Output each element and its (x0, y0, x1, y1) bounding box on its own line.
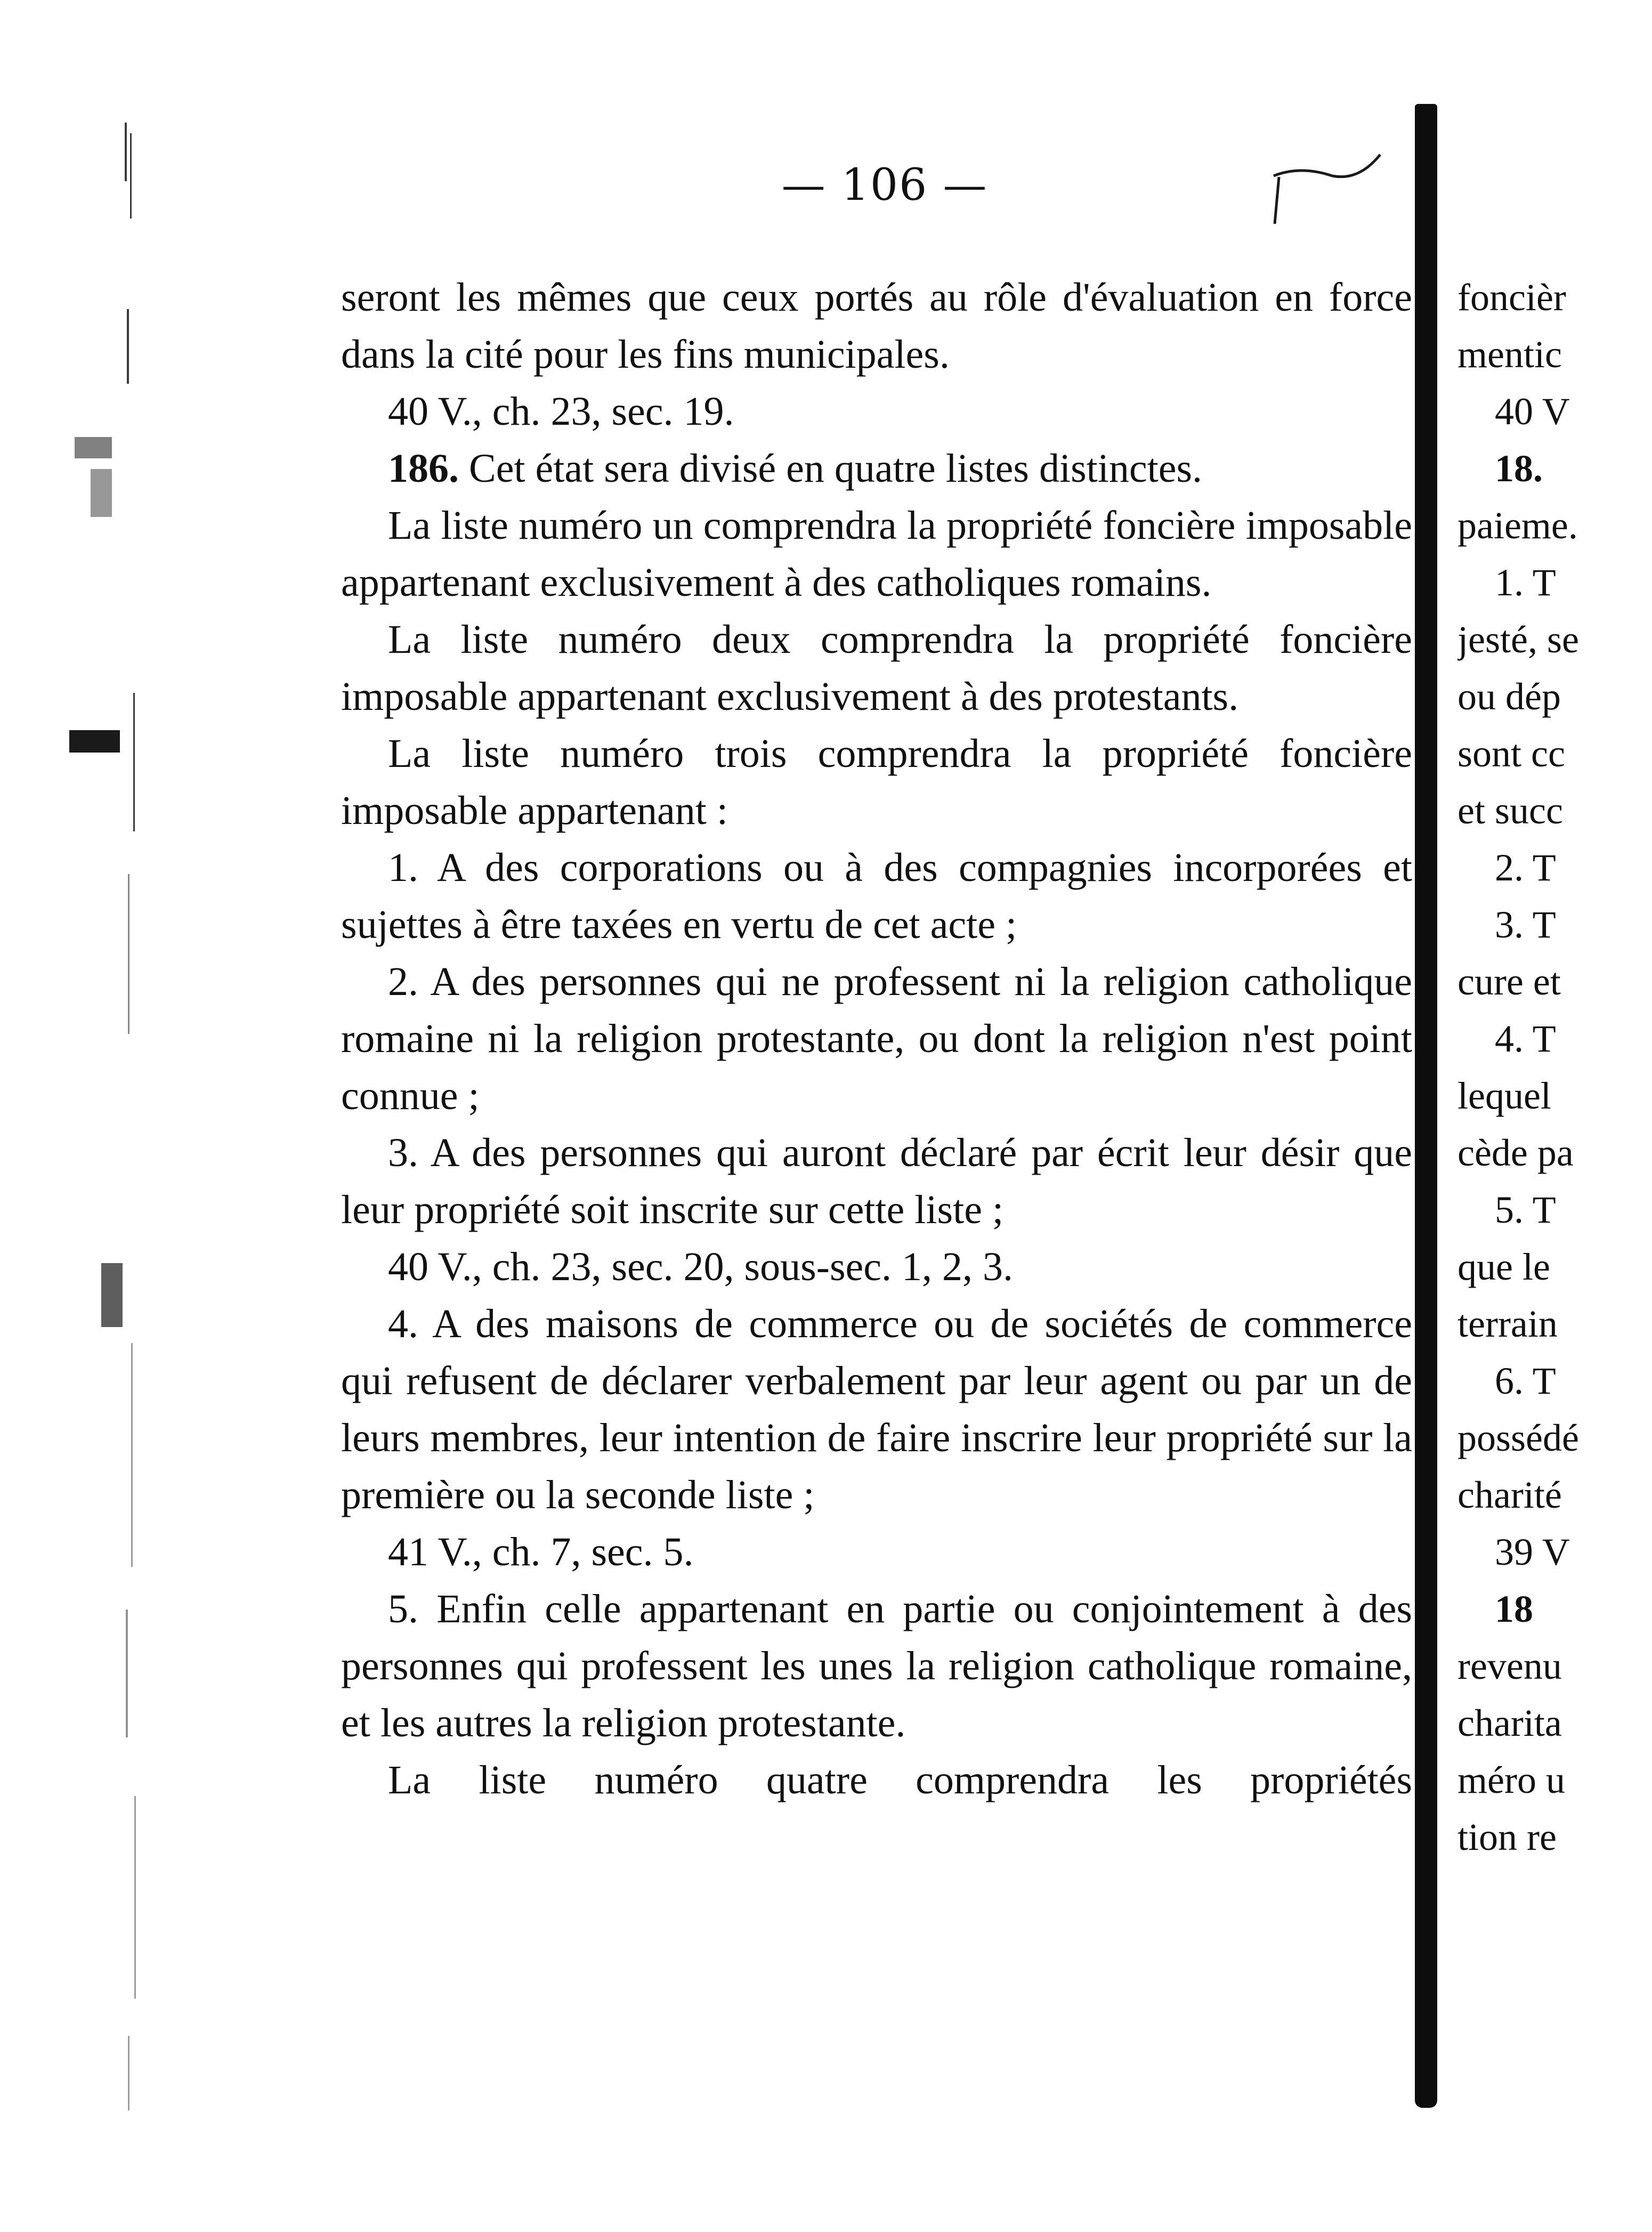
scan-mark (125, 123, 127, 181)
article-186 (341, 440, 1412, 497)
fragment-line: paieme. (1457, 504, 1578, 547)
fragment-line: lequel (1457, 1074, 1551, 1117)
article-text: Cet état sera divisé en quatre listes distinctes. (459, 446, 1203, 491)
fragment-line: ou dép (1457, 675, 1561, 718)
binding-rule (1415, 104, 1437, 2108)
scan-mark (130, 133, 132, 219)
fragment-line: mentic (1457, 333, 1562, 376)
scan-mark (126, 1610, 128, 1737)
fragment-line: et succ (1457, 789, 1563, 832)
paragraph: La liste numéro deux comprendra la propriété foncière imposable appartenant exclusivement à des protestants. (341, 617, 1412, 719)
citation: 41 V., ch. 7, sec. 5. (388, 1530, 694, 1574)
article-number: 186. (388, 446, 459, 491)
fragment-line: foncièr (1457, 276, 1566, 319)
fragment-line: revenu (1457, 1645, 1562, 1687)
scan-mark (133, 693, 135, 831)
fragment-line: 18. (1495, 447, 1543, 490)
fragment-line: charité (1457, 1474, 1562, 1516)
fragment-line: possédé (1457, 1417, 1579, 1459)
fragment-line: charita (1457, 1702, 1562, 1744)
list-item: 2. A des personnes qui ne professent ni la religion catholique romaine ni la religion protestante, ou dont la religion n'est point connue ; (341, 959, 1412, 1118)
fragment-line: 3. T (1495, 903, 1556, 946)
citation: 40 V., ch. 23, sec. 20, sous-sec. 1, 2, 3. (388, 1244, 1013, 1289)
fragment-line: 4. T (1495, 1017, 1556, 1060)
citation: 40 V., ch. 23, sec. 19. (388, 389, 734, 434)
main-text-column (341, 269, 1412, 1809)
scan-mark (101, 1263, 123, 1327)
scan-mark (134, 1796, 136, 1999)
fragment-line: cède pa (1457, 1131, 1574, 1174)
paragraph: La liste numéro quatre comprendra les propriétés (388, 1758, 1412, 1802)
fragment-line: terrain (1457, 1303, 1558, 1345)
scan-mark (128, 874, 129, 1034)
fragment-line: cure et (1457, 960, 1561, 1003)
fragment-line: 1. T (1495, 561, 1556, 604)
paragraph: La liste numéro un comprendra la propriété foncière imposable appartenant exclusivement à des catholiques romains. (341, 503, 1412, 605)
fragment-line: 40 V (1495, 390, 1570, 433)
page-number: — 106 — (781, 160, 988, 211)
fragment-line: 2. T (1495, 846, 1556, 889)
fragment-line: 5. T (1495, 1188, 1556, 1231)
pencil-mark-icon (1268, 144, 1396, 234)
list-item: 4. A des maisons de commerce ou de sociétés de commerce qui refusent de déclarer verbalement par leur agent ou par un de leurs membres, leur intention de faire inscrire leur propriété sur la première ou la seconde liste ; (341, 1301, 1412, 1517)
scan-mark (69, 730, 120, 753)
scan-edge-noise (123, 117, 176, 2121)
list-item: 1. A des corporations ou à des compagnies incorporées et sujettes à être taxées en vertu de cet acte ; (341, 845, 1412, 947)
list-item: 5. Enfin celle appartenant en partie ou conjointement à des personnes qui professent les unes la religion catholique romaine, et les autres la religion protestante. (341, 1587, 1412, 1745)
scan-mark (131, 1343, 133, 1567)
fragment-line: 6. T (1495, 1360, 1556, 1402)
paragraph: seront les mêmes que ceux portés au rôle d'évaluation en force dans la cité pour les fins municipales. (341, 275, 1412, 377)
right-page-fragment (1457, 269, 1652, 1866)
paragraph: La liste numéro trois comprendra la propriété foncière imposable appartenant : (341, 731, 1412, 833)
scan-mark (91, 469, 112, 517)
fragment-line: 18 (1495, 1588, 1533, 1630)
fragment-line: méro u (1457, 1759, 1565, 1801)
scan-mark (128, 2036, 129, 2110)
list-item: 3. A des personnes qui auront déclaré par écrit leur désir que leur propriété soit inscrite sur cette liste ; (341, 1130, 1412, 1232)
fragment-line: jesté, se (1457, 618, 1579, 661)
scan-mark (127, 309, 129, 384)
fragment-line: 39 V (1495, 1531, 1570, 1573)
fragment-line: tion re (1457, 1816, 1557, 1858)
fragment-line: sont cc (1457, 732, 1565, 775)
fragment-line: que le (1457, 1246, 1550, 1288)
scan-mark (75, 437, 112, 458)
